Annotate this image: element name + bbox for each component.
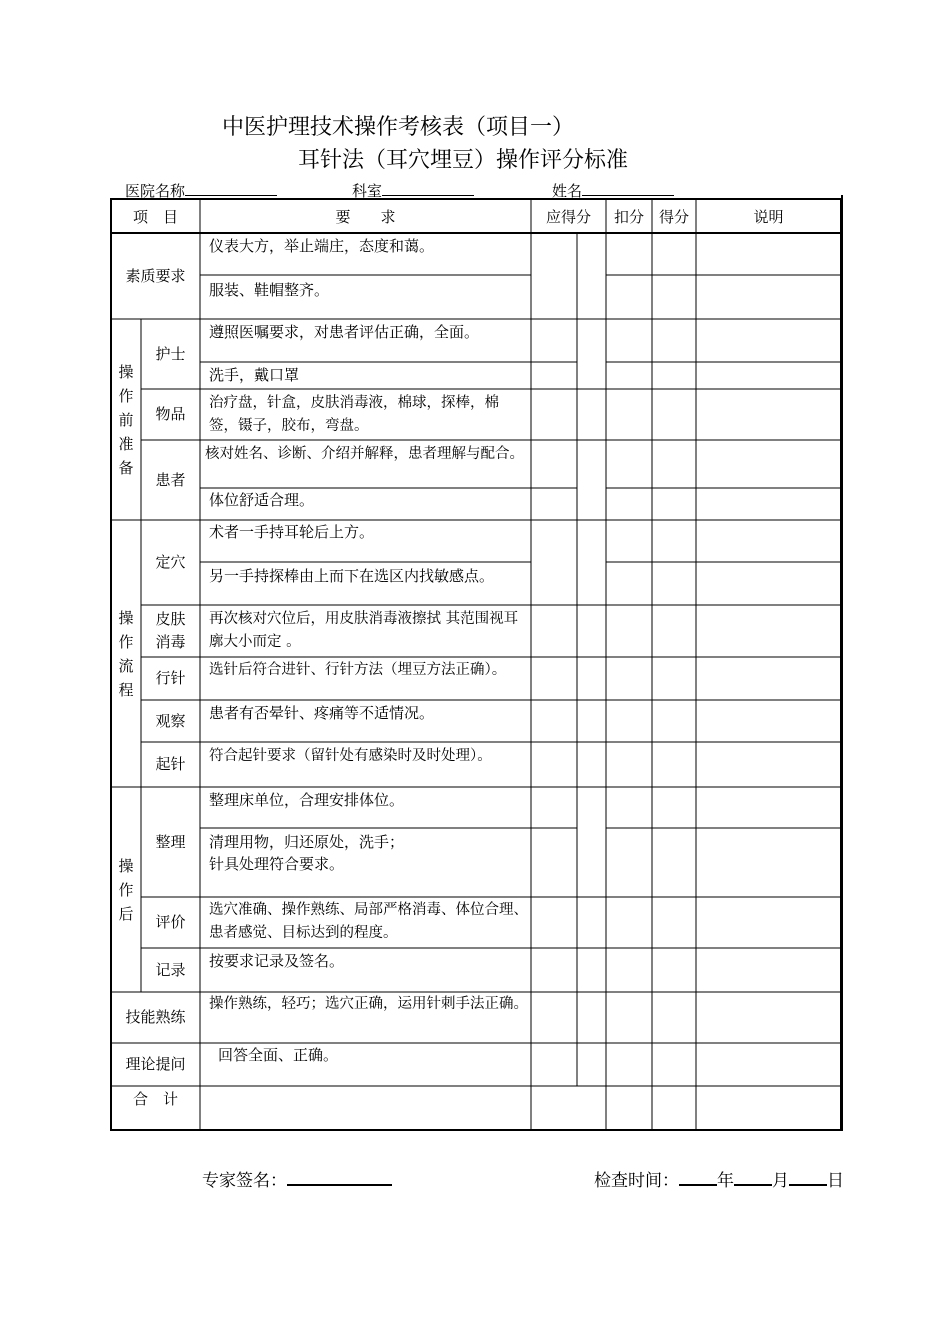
requirement-text: 清理用物，归还原处，洗手； [209, 833, 405, 851]
section-post-char: 操 [118, 856, 134, 875]
subitem-needle: 行针 [155, 669, 186, 687]
section-flow-char: 程 [118, 680, 134, 699]
requirement-text: 整理床单位，合理安排体位。 [209, 791, 405, 809]
department-field [352, 180, 474, 201]
section-quality: 素质要求 [125, 266, 186, 285]
department-blank[interactable] [382, 181, 474, 196]
expert-sign-label: 专家签名： [202, 1171, 287, 1191]
section-pre-char: 备 [118, 458, 134, 477]
name-label: 姓名 [552, 182, 583, 200]
subitem-record: 记录 [155, 960, 186, 979]
requirement-text: 仪表大方，举止端庄，态度和蔼。 [209, 237, 435, 255]
subitem-organize: 整理 [155, 832, 186, 851]
subitem-skin-line: 消毒 [155, 633, 186, 651]
name-blank[interactable] [582, 181, 674, 196]
subitem-nurse: 护士 [155, 344, 186, 363]
subitem-skin-line: 皮肤 [155, 610, 186, 628]
section-pre-char: 前 [118, 410, 134, 429]
header-deduct: 扣分 [613, 207, 644, 226]
subitem-withdraw: 起针 [155, 755, 186, 773]
subitem-locate: 定穴 [155, 553, 186, 571]
section-operation-flow [111, 520, 141, 787]
expert-sign-blank[interactable] [287, 1170, 392, 1186]
requirement-text: 另一手持探棒由上而下在选区内找敏感点。 [209, 567, 495, 585]
month-blank[interactable] [734, 1170, 772, 1186]
requirement-text: 服装、鞋帽整齐。 [209, 281, 330, 299]
requirement-text: 选穴准确、操作熟练、局部严格消毒、体位合理、患者感觉、目标达到的程度。 [209, 902, 528, 941]
section-post-char: 作 [118, 880, 134, 899]
subitem-supplies: 物品 [155, 405, 186, 423]
section-flow-char: 作 [118, 632, 134, 651]
section-skill: 技能熟练 [125, 1008, 186, 1026]
form-subtitle: 耳针法（耳穴埋豆）操作评分标准 [298, 148, 629, 173]
section-flow-char: 操 [118, 608, 134, 627]
requirement-text: 符合起针要求（留针处有感染时及时处理）。 [209, 748, 492, 764]
header-note: 说明 [753, 207, 784, 226]
section-pre-char: 作 [118, 386, 134, 405]
section-pre-char: 操 [118, 362, 134, 381]
subitem-observe: 观察 [155, 711, 186, 730]
header-requirement: 要 求 [335, 207, 396, 226]
requirement-text: 再次核对穴位后，用皮肤消毒液擦拭 其范围视耳廓大小而定 。 [209, 611, 519, 650]
header-score: 得分 [658, 207, 689, 226]
requirement-text: 针具处理符合要求。 [209, 855, 345, 873]
section-total: 合 计 [132, 1089, 178, 1108]
requirement-text: 回答全面、正确。 [218, 1046, 339, 1064]
header-item: 项 目 [132, 207, 178, 226]
year-blank[interactable] [679, 1170, 717, 1186]
subitem-skin-disinfect [141, 605, 200, 657]
expert-signature [202, 1166, 392, 1191]
section-theory: 理论提问 [125, 1055, 186, 1073]
year-label: 年 [717, 1171, 734, 1191]
name-field [552, 180, 674, 201]
hospital-label: 医院名称 [125, 182, 186, 200]
section-pre-char: 准 [118, 434, 134, 453]
requirement-text: 遵照医嘱要求，对患者评估正确，全面。 [209, 323, 480, 341]
hospital-blank[interactable] [185, 181, 277, 196]
requirement-text: 核对姓名、诊断、介绍并解释，患者理解与配合。 [205, 446, 524, 462]
requirement-text: 治疗盘，针盒，皮肤消毒液，棉球，探棒，棉签，镊子，胶布，弯盘。 [209, 395, 499, 434]
requirement-text: 操作熟练，轻巧；选穴正确，运用针刺手法正确。 [209, 996, 528, 1012]
header-should-score: 应得分 [545, 207, 591, 226]
section-flow-char: 流 [118, 656, 134, 675]
requirement-text: 体位舒适合理。 [209, 491, 315, 509]
check-time [594, 1166, 844, 1191]
form-title: 中医护理技术操作考核表（项目一） [222, 115, 575, 140]
section-post-operation [111, 787, 141, 992]
subitem-patient: 患者 [155, 470, 186, 489]
subitem-evaluate: 评价 [155, 913, 186, 931]
day-label: 日 [827, 1171, 844, 1191]
month-label: 月 [772, 1171, 789, 1191]
section-post-char: 后 [118, 904, 134, 923]
hospital-field [125, 180, 277, 201]
check-time-label: 检查时间： [594, 1171, 679, 1191]
requirement-text: 患者有否晕针、疼痛等不适情况。 [209, 704, 435, 722]
requirement-text: 洗手，戴口罩 [209, 366, 300, 384]
requirement-text: 选针后符合进针、行针方法（埋豆方法正确）。 [209, 662, 507, 678]
requirement-text: 术者一手持耳轮后上方。 [209, 523, 375, 541]
department-label: 科室 [352, 182, 383, 200]
requirement-text: 按要求记录及签名。 [209, 952, 345, 970]
day-blank[interactable] [789, 1170, 827, 1186]
section-pre-operation [111, 319, 141, 520]
